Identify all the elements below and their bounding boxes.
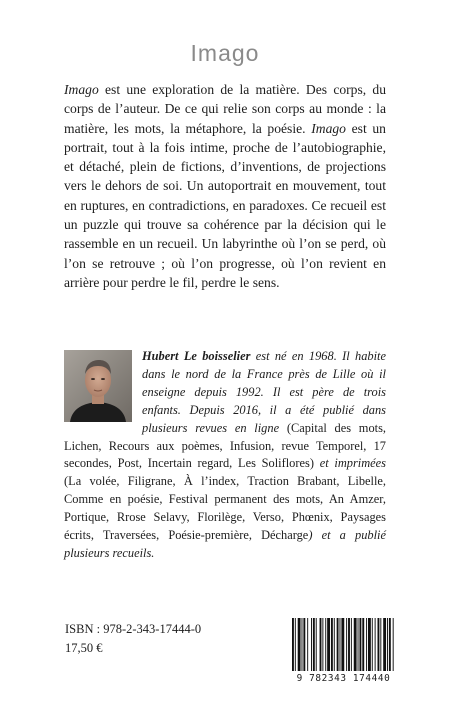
bio-text-3: ) et a publié plusieurs recueils. xyxy=(64,528,386,560)
bio-online-journals: (Capital des mots, Lichen, Recours aux poèmes, Infusion, revue Temporel, 17 secondes, Post, Incertain regard, Les Soliflores) xyxy=(64,420,386,471)
isbn-barcode xyxy=(290,617,397,683)
blurb-text-2: est un portrait, tout à la fois intime, proche de l’autobiographie, et détaché, plein de fictions, d’inventions, de projections vers le dehors de soi. Un autoportrait en mouvement, tout en ruptures, en contradictions, en paradoxes. Ce recueil est un puzzle qui trouve sa cohérence par la décision qui le rassemble en un recueil. Un labyrinthe où l’on se perd, où l’on se retrouve ; où l’on progresse, où l’on revient en arrière pour perdre le fil, perdre le sens. xyxy=(64,120,386,290)
barcode-bar xyxy=(354,618,357,671)
author-biography xyxy=(64,348,386,563)
book-title: Imago xyxy=(190,40,260,66)
barcode-bar xyxy=(303,618,305,671)
blurb-title-1: Imago xyxy=(64,82,99,97)
barcode-bar xyxy=(359,618,361,671)
barcode-bar xyxy=(337,618,339,671)
barcode-bar xyxy=(346,618,347,671)
barcode-bar xyxy=(340,618,341,671)
bio-printed-journals: (La volée, Filigrane, À l’index, Traction Brabant, Libelle, Comme en poésie, Festival permanent des mots, An Amzer, Portique, Rrose Selavy, Florilège, Verso, Phœnix, Paysages écrits, Traversées, Poésie-première, Décharge xyxy=(64,474,386,543)
barcode-digits: 9 782343 174440 xyxy=(296,673,391,683)
barcode-bar xyxy=(325,618,326,671)
barcode-bar xyxy=(334,618,335,671)
barcode-bar xyxy=(348,618,350,671)
barcode-bar xyxy=(302,618,303,671)
barcode-bar xyxy=(387,618,388,671)
barcode-bar xyxy=(378,618,380,671)
bio-text-1: est né en 1968. Il habite dans le nord de la France près de Lille où il enseigne depuis 1992. Il est père de trois enfants. Depuis 2016, il a été publié dans plusieurs revues en ligne xyxy=(142,349,386,435)
author-name: Hubert Le boisselier xyxy=(142,349,251,363)
barcode-bar xyxy=(366,618,367,671)
barcode-bar xyxy=(298,618,301,671)
barcode-bar xyxy=(389,618,391,671)
bio-text-2: et imprimées xyxy=(313,456,386,471)
barcode-bar xyxy=(362,618,364,671)
price: 17,50 € xyxy=(65,641,103,655)
barcode-bar xyxy=(380,618,381,671)
barcode-bar xyxy=(351,618,352,671)
barcode-bar xyxy=(372,618,373,671)
barcode-bar xyxy=(375,618,376,671)
blurb-title-2: Imago xyxy=(311,120,346,136)
barcode-bar xyxy=(295,618,296,671)
isbn: ISBN : 978-2-343-17444-0 xyxy=(65,622,202,636)
barcode-bar xyxy=(368,618,371,671)
barcode-bar xyxy=(358,618,359,671)
barcode-bar xyxy=(320,618,322,671)
barcode-bar xyxy=(331,618,333,671)
barcode-bar xyxy=(327,618,330,671)
barcode-bar xyxy=(322,618,323,671)
blurb-text-1: est une exploration de la matière. Des corps, du corps de l’auteur. De ce qui relie son corps au monde : la matière, les mots, la métaphore, la poésie. xyxy=(64,82,386,136)
barcode-bar xyxy=(307,618,308,671)
barcode-bar xyxy=(292,618,294,671)
barcode-bar xyxy=(313,618,315,671)
barcode-bar xyxy=(311,618,312,671)
barcode-bar xyxy=(393,618,394,671)
barcode-bar xyxy=(316,618,317,671)
back-cover-blurb xyxy=(64,80,386,292)
barcode-bar xyxy=(341,618,344,671)
barcode-bars xyxy=(292,618,394,671)
barcode-bar xyxy=(383,618,386,671)
